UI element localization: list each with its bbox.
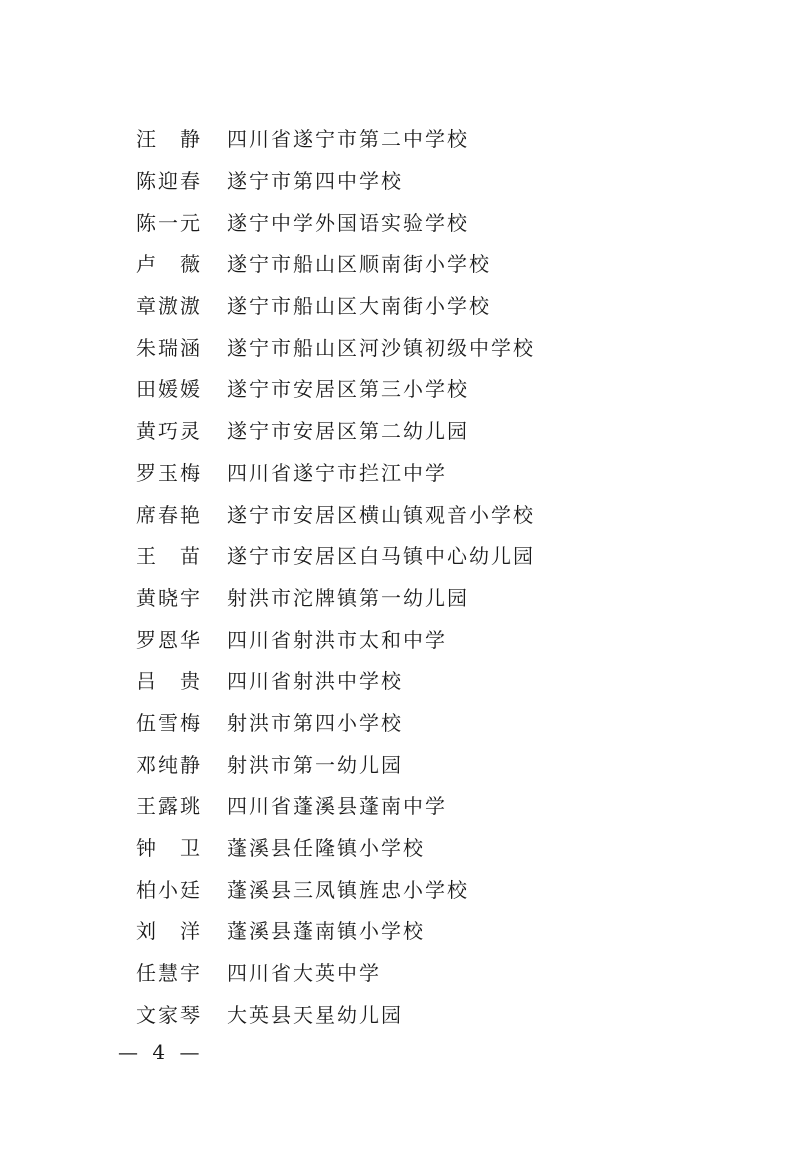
organization-name: 蓬溪县任隆镇小学校	[227, 836, 425, 861]
list-item	[136, 826, 535, 868]
list-item	[136, 159, 535, 201]
person-name: 文家琴	[136, 1002, 200, 1027]
organization-name: 四川省遂宁市第二中学校	[227, 127, 469, 152]
list-item	[136, 784, 535, 826]
list-item	[136, 117, 535, 159]
page-number: — 4 —	[118, 1040, 204, 1064]
organization-name: 遂宁市船山区顺南街小学校	[227, 252, 491, 277]
organization-name: 大英县天星幼儿园	[227, 1002, 403, 1027]
person-name: 任慧宇	[136, 961, 200, 986]
person-name: 陈一元	[136, 210, 200, 235]
person-name: 陈迎春	[136, 169, 200, 194]
organization-name: 遂宁市船山区大南街小学校	[227, 294, 491, 319]
person-name: 章滶滶	[136, 294, 200, 319]
organization-name: 蓬溪县三凤镇旌忠小学校	[227, 877, 469, 902]
organization-name: 遂宁市安居区横山镇观音小学校	[227, 502, 535, 527]
organization-name: 四川省遂宁市拦江中学	[227, 460, 447, 485]
organization-name: 遂宁市安居区第二幼儿园	[227, 419, 469, 444]
organization-name: 射洪市第一幼儿园	[227, 752, 403, 777]
list-item	[136, 951, 535, 993]
person-name: 吕 贵	[136, 669, 200, 694]
list-item	[136, 701, 535, 743]
person-name: 黄晓宇	[136, 585, 200, 610]
person-name: 席春艳	[136, 502, 200, 527]
organization-name: 四川省射洪中学校	[227, 669, 403, 694]
list-item	[136, 325, 535, 367]
list-item	[136, 867, 535, 909]
person-name: 柏小廷	[136, 877, 200, 902]
person-name: 卢 薇	[136, 252, 200, 277]
organization-name: 蓬溪县蓬南镇小学校	[227, 919, 425, 944]
person-name: 王 苗	[136, 544, 200, 569]
person-name: 王露珧	[136, 794, 200, 819]
list-item	[136, 200, 535, 242]
list-item	[136, 617, 535, 659]
list-item	[136, 534, 535, 576]
list-item	[136, 492, 535, 534]
organization-name: 遂宁中学外国语实验学校	[227, 210, 469, 235]
list-item	[136, 451, 535, 493]
organization-name: 四川省大英中学	[227, 961, 381, 986]
list-item	[136, 367, 535, 409]
organization-name: 射洪市第四小学校	[227, 710, 403, 735]
person-name: 刘 洋	[136, 919, 200, 944]
person-name: 伍雪梅	[136, 710, 200, 735]
list-item	[136, 742, 535, 784]
person-name: 田媛媛	[136, 377, 200, 402]
organization-name: 射洪市沱牌镇第一幼儿园	[227, 585, 469, 610]
list-item	[136, 284, 535, 326]
name-list	[136, 117, 535, 1034]
organization-name: 遂宁市安居区白马镇中心幼儿园	[227, 544, 535, 569]
person-name: 罗玉梅	[136, 460, 200, 485]
list-item	[136, 576, 535, 618]
organization-name: 遂宁市安居区第三小学校	[227, 377, 469, 402]
person-name: 邓纯静	[136, 752, 200, 777]
person-name: 朱瑞涵	[136, 335, 200, 360]
person-name: 钟 卫	[136, 836, 200, 861]
list-item	[136, 659, 535, 701]
list-item	[136, 409, 535, 451]
list-item	[136, 909, 535, 951]
person-name: 罗恩华	[136, 627, 200, 652]
organization-name: 四川省射洪市太和中学	[227, 627, 447, 652]
organization-name: 遂宁市第四中学校	[227, 169, 403, 194]
person-name: 汪 静	[136, 127, 200, 152]
list-item	[136, 242, 535, 284]
list-item	[136, 992, 535, 1034]
organization-name: 四川省蓬溪县蓬南中学	[227, 794, 447, 819]
organization-name: 遂宁市船山区河沙镇初级中学校	[227, 335, 535, 360]
person-name: 黄巧灵	[136, 419, 200, 444]
